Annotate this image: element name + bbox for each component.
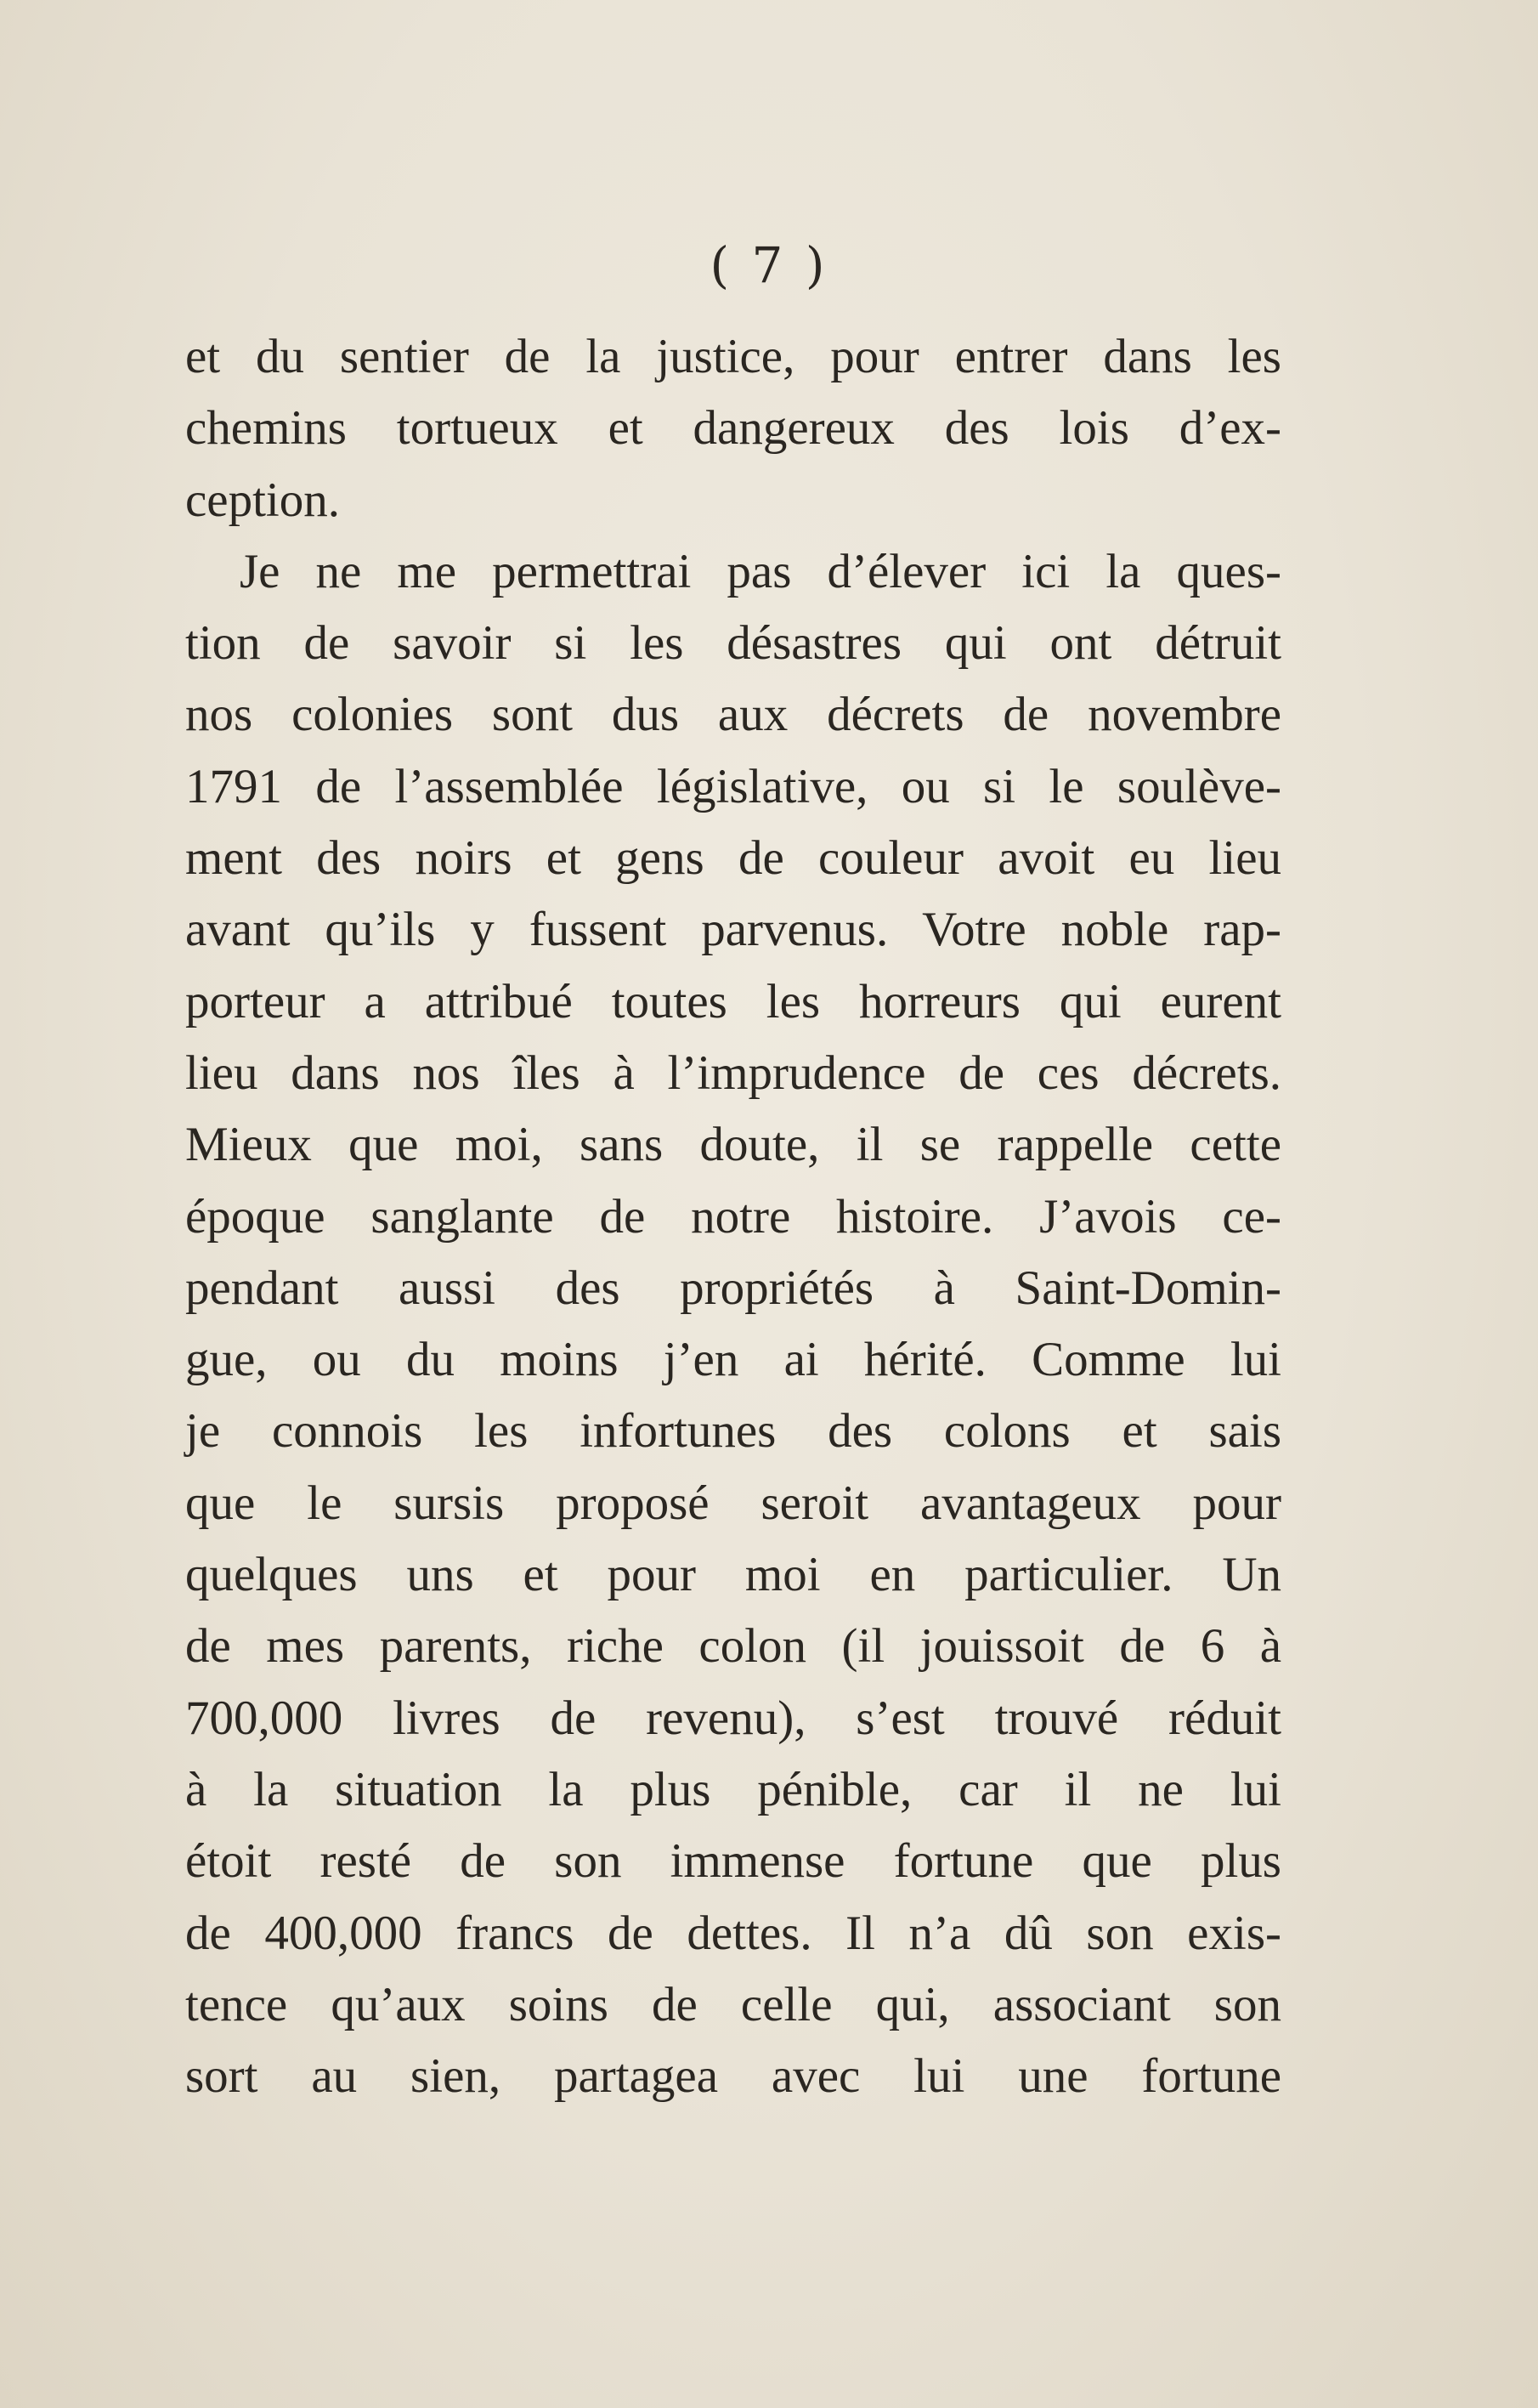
text-line: étoit resté de son immense fortune que plus: [185, 1834, 1281, 1889]
text-line: ment des noirs et gens de couleur avoit eu lieu: [185, 831, 1281, 886]
text-line: ception.: [185, 473, 341, 527]
body-text: [185, 321, 1281, 2112]
text-line: porteur a attribué toutes les horreurs qui eurent: [185, 974, 1281, 1028]
text-line: gue, ou du moins j’en ai hérité. Comme lui: [185, 1333, 1281, 1387]
text-line: avant qu’ils y fussent parvenus. Votre noble rap-: [185, 903, 1281, 957]
text-line: 700,000 livres de revenu), s’est trouvé réduit: [185, 1691, 1281, 1745]
text-line: pendant aussi des propriétés à Saint-Domin-: [185, 1261, 1281, 1315]
text-line: Mieux que moi, sans doute, il se rappelle cette: [185, 1118, 1281, 1172]
text-line: je connois les infortunes des colons et sais: [185, 1404, 1281, 1459]
text-line: de mes parents, riche colon (il jouissoit de 6 à: [185, 1619, 1281, 1674]
text-line: chemins tortueux et dangereux des lois d’ex-: [185, 401, 1281, 456]
text-line: sort au sien, partagea avec lui une fortune: [185, 2049, 1281, 2104]
text-line: Je ne me permettrai pas d’élever ici la ques-: [240, 544, 1281, 598]
page-number: ( 7 ): [710, 236, 828, 294]
text-line: époque sanglante de notre histoire. J’avois ce-: [185, 1189, 1281, 1244]
text-line: quelques uns et pour moi en particulier. Un: [185, 1548, 1281, 1602]
text-line: 1791 de l’assemblée législative, ou si le soulève-: [185, 759, 1281, 813]
text-line: tence qu’aux soins de celle qui, associant son: [185, 1977, 1281, 2031]
text-line: et du sentier de la justice, pour entrer dans les: [185, 330, 1281, 383]
text-line: à la situation la plus pénible, car il ne lui: [185, 1762, 1281, 1816]
text-line: tion de savoir si les désastres qui ont détruit: [185, 616, 1281, 671]
text-line: lieu dans nos îles à l’imprudence de ces décrets.: [185, 1045, 1281, 1100]
text-line: nos colonies sont dus aux décrets de novembre: [185, 688, 1281, 742]
text-line: que le sursis proposé seroit avantageux pour: [185, 1476, 1281, 1530]
text-line: de 400,000 francs de dettes. Il n’a dû son exis-: [185, 1906, 1281, 1960]
